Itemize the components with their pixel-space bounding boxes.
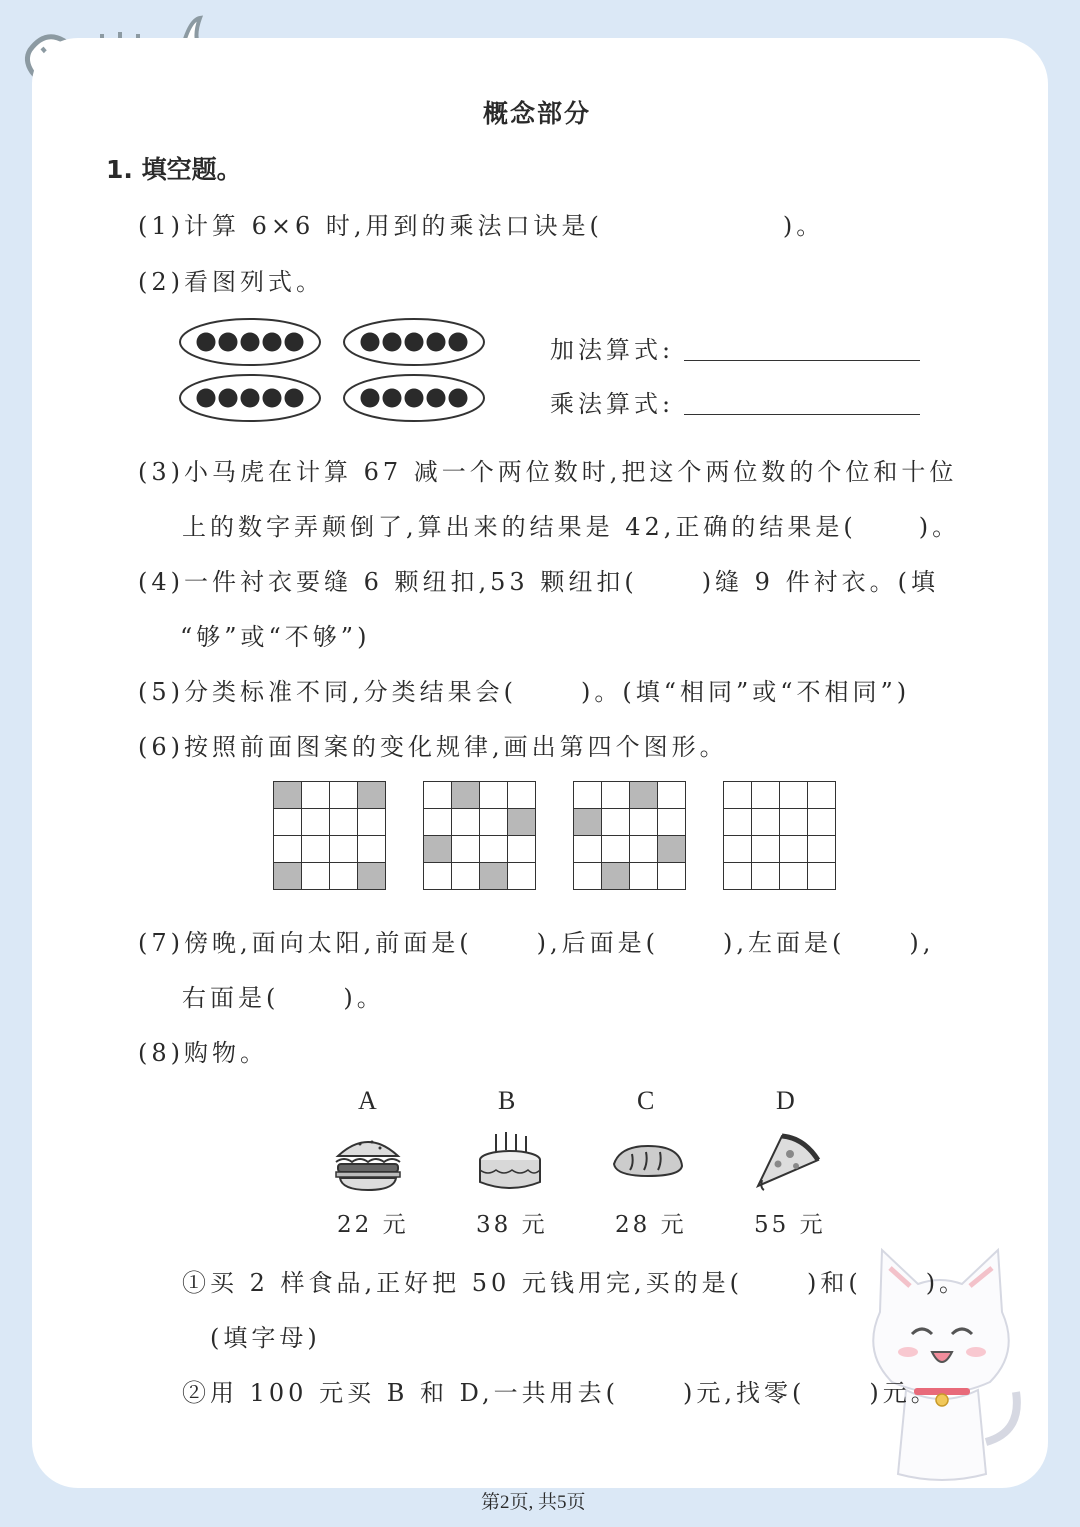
dot: [285, 389, 304, 408]
dot: [361, 333, 380, 352]
pattern-grid-answer[interactable]: [723, 781, 836, 890]
section-heading: 1. 填空题。: [106, 155, 242, 184]
item-a-label: A: [358, 1086, 377, 1115]
page-number: 第2页, 共5页: [481, 1492, 586, 1513]
item-d-price: 55 元: [754, 1212, 826, 1238]
question-7-line-2: 右面是( )。: [182, 984, 385, 1012]
question-6: (6)按照前面图案的变化规律,画出第四个图形。: [138, 733, 728, 761]
dot-groups-figure: [178, 314, 492, 426]
cake-icon: [474, 1130, 546, 1196]
addition-label: 加法算式:: [550, 336, 675, 364]
dot: [219, 389, 238, 408]
question-8-sub-1: ①买 2 样食品,正好把 50 元钱用完,买的是( )和( )。: [182, 1269, 968, 1297]
question-7-line-1: (7)傍晚,面向太阳,前面是( ),后面是( ),左面是( ),: [138, 929, 935, 957]
hamburger-icon: [332, 1132, 404, 1194]
bread-icon: [610, 1140, 686, 1180]
dot: [197, 389, 216, 408]
question-2: (2)看图列式。: [138, 268, 324, 296]
pizza-icon: [752, 1130, 822, 1192]
pattern-grid-2: [423, 781, 536, 890]
dot: [263, 389, 282, 408]
question-4-line-1: (4)一件衬衣要缝 6 颗纽扣,53 颗纽扣( )缝 9 件衬衣。(填: [138, 568, 939, 596]
question-3-line-1: (3)小马虎在计算 67 减一个两位数时,把这个两位数的个位和十位: [138, 458, 958, 486]
dot: [405, 389, 424, 408]
item-c-price: 28 元: [615, 1212, 687, 1238]
item-b-price: 38 元: [476, 1212, 548, 1238]
dot: [197, 333, 216, 352]
question-5: (5)分类标准不同,分类结果会( )。(填“相同”或“不相同”): [138, 678, 911, 706]
question-8-sub-1-note: (填字母): [210, 1324, 321, 1352]
dot: [241, 333, 260, 352]
dot: [449, 389, 468, 408]
item-b-label: B: [498, 1086, 516, 1115]
dot: [241, 389, 260, 408]
question-8: (8)购物。: [138, 1039, 268, 1067]
question-1: (1)计算 6×6 时,用到的乘法口诀是( )。: [138, 212, 825, 240]
question-4-line-2: “够”或“不够”): [180, 623, 371, 651]
dot: [361, 389, 380, 408]
dot: [427, 333, 446, 352]
dot: [405, 333, 424, 352]
multiplication-answer-line[interactable]: [684, 388, 920, 415]
addition-answer-line[interactable]: [684, 334, 920, 361]
dot: [449, 333, 468, 352]
dot: [427, 389, 446, 408]
multiplication-label: 乘法算式:: [550, 390, 675, 418]
pattern-grid-1: [273, 781, 386, 890]
question-3-line-2: 上的数字弄颠倒了,算出来的结果是 42,正确的结果是( )。: [182, 513, 961, 541]
dot: [219, 333, 238, 352]
item-d-label: D: [776, 1086, 795, 1115]
dot: [285, 333, 304, 352]
dot: [263, 333, 282, 352]
dot: [383, 389, 402, 408]
pattern-grid-3: [573, 781, 686, 890]
page-title: 概念部分: [483, 99, 592, 128]
dot: [383, 333, 402, 352]
item-a-price: 22 元: [337, 1212, 409, 1238]
item-c-label: C: [637, 1086, 655, 1115]
question-8-sub-2: ②用 100 元买 B 和 D,一共用去( )元,找零( )元。: [182, 1379, 939, 1407]
